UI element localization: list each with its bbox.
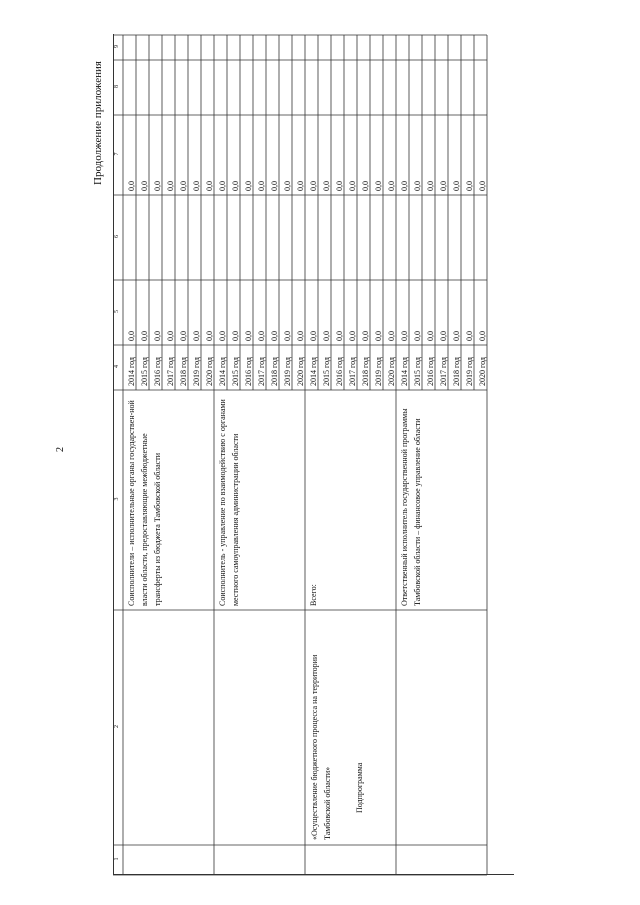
continuation-label: Продолжение приложения	[92, 61, 104, 185]
subprogram-title: «Осуществление бюджетного процесса на территории Тамбовской области»	[310, 654, 332, 840]
year-cell: 2014 год	[218, 357, 227, 386]
col-number-2: 2	[114, 725, 120, 728]
col-number-8: 8	[114, 85, 120, 88]
year-cell: 2015 год	[231, 357, 240, 386]
year-cell: 2017 год	[439, 357, 448, 386]
value-cell: 0,0	[270, 181, 279, 191]
year-cell: 2016 год	[153, 357, 162, 386]
value-cell: 0,0	[413, 331, 422, 341]
year-cell: 2014 год	[400, 357, 409, 386]
value-cell: 0,0	[374, 331, 383, 341]
value-cell: 0,0	[192, 331, 201, 341]
value-cell: 0,0	[153, 181, 162, 191]
value-cell: 0,0	[179, 181, 188, 191]
year-cell: 2016 год	[335, 357, 344, 386]
value-cell: 0,0	[140, 181, 149, 191]
year-cell: 2017 год	[257, 357, 266, 386]
col-number-4: 4	[114, 365, 120, 368]
value-cell: 0,0	[309, 331, 318, 341]
value-cell: 0,0	[452, 331, 461, 341]
value-cell: 0,0	[335, 181, 344, 191]
value-cell: 0,0	[127, 331, 136, 341]
value-cell: 0,0	[322, 331, 331, 341]
value-cell: 0,0	[218, 331, 227, 341]
block-2-executor: Всего:	[309, 584, 318, 606]
col-number-7: 7	[114, 152, 120, 156]
col-number-6: 6	[114, 235, 120, 238]
value-cell: 0,0	[244, 331, 253, 341]
year-cell: 2020 год	[296, 357, 305, 386]
year-cell: 2014 год	[127, 357, 136, 386]
value-cell: 0,0	[413, 181, 422, 191]
value-cell: 0,0	[296, 331, 305, 341]
value-cell: 0,0	[361, 181, 370, 191]
value-cell: 0,0	[179, 331, 188, 341]
value-cell: 0,0	[205, 181, 214, 191]
value-cell: 0,0	[439, 181, 448, 191]
value-cell: 0,0	[426, 181, 435, 191]
block-0-executor: Соисполнители – исполнительные органы государствен-ной власти области, предоставляющие межбюджетные трансферты из бюджета Тамбовской области	[127, 400, 162, 606]
value-cell: 0,0	[205, 331, 214, 341]
value-cell: 0,0	[361, 331, 370, 341]
year-cell: 2018 год	[179, 357, 188, 386]
value-cell: 0,0	[127, 181, 136, 191]
grid-group	[113, 35, 487, 875]
year-cell: 2019 год	[374, 357, 383, 386]
year-cell: 2018 год	[361, 357, 370, 386]
block-3-executor: Ответственный исполнитель государственной программы Тамбовской области – финансовое управление области	[400, 408, 422, 606]
year-cell: 2017 год	[348, 357, 357, 386]
year-cell: 2015 год	[322, 357, 331, 386]
value-cell: 0,0	[218, 181, 227, 191]
year-cell: 2020 год	[387, 357, 396, 386]
value-cell: 0,0	[283, 331, 292, 341]
value-cell: 0,0	[257, 181, 266, 191]
col-number-3: 3	[114, 497, 120, 501]
value-cell: 0,0	[270, 331, 279, 341]
page-number: 2	[55, 447, 66, 452]
block-1-executor: Соисполнитель - управление по взаимодействию с органами местного самоуправления администрации области	[218, 399, 240, 606]
value-cell: 0,0	[348, 181, 357, 191]
subprogram-label: Подпрограмма	[355, 762, 364, 813]
year-cell: 2019 год	[465, 357, 474, 386]
value-cell: 0,0	[374, 181, 383, 191]
value-cell: 0,0	[140, 331, 149, 341]
col-number-5: 5	[114, 310, 120, 313]
value-cell: 0,0	[465, 181, 474, 191]
year-cell: 2017 год	[166, 357, 175, 386]
year-cell: 2016 год	[426, 357, 435, 386]
value-cell: 0,0	[322, 181, 331, 191]
col-number-9: 9	[114, 45, 120, 48]
col-number-1: 1	[114, 857, 120, 861]
year-cell: 2019 год	[192, 357, 201, 386]
value-cell: 0,0	[244, 181, 253, 191]
value-cell: 0,0	[478, 181, 487, 191]
year-cell: 2014 год	[309, 357, 318, 386]
value-cell: 0,0	[387, 181, 396, 191]
value-cell: 0,0	[400, 331, 409, 341]
value-cell: 0,0	[387, 331, 396, 341]
year-cell: 2020 год	[205, 357, 214, 386]
year-cell: 2018 год	[452, 357, 461, 386]
value-cell: 0,0	[465, 331, 474, 341]
value-cell: 0,0	[452, 181, 461, 191]
value-cell: 0,0	[166, 181, 175, 191]
year-cell: 2016 год	[244, 357, 253, 386]
value-cell: 0,0	[309, 181, 318, 191]
year-cell: 2019 год	[283, 357, 292, 386]
year-cell: 2020 год	[478, 357, 487, 386]
value-cell: 0,0	[335, 331, 344, 341]
year-cell: 2018 год	[270, 357, 279, 386]
value-cell: 0,0	[439, 331, 448, 341]
value-cell: 0,0	[231, 181, 240, 191]
value-cell: 0,0	[231, 331, 240, 341]
value-cell: 0,0	[153, 331, 162, 341]
value-cell: 0,0	[426, 331, 435, 341]
value-cell: 0,0	[166, 331, 175, 341]
year-cell: 2015 год	[140, 357, 149, 386]
year-cell: 2015 год	[413, 357, 422, 386]
value-cell: 0,0	[296, 181, 305, 191]
value-cell: 0,0	[257, 331, 266, 341]
value-cell: 0,0	[478, 331, 487, 341]
value-cell: 0,0	[348, 331, 357, 341]
value-cell: 0,0	[400, 181, 409, 191]
value-cell: 0,0	[192, 181, 201, 191]
value-cell: 0,0	[283, 181, 292, 191]
